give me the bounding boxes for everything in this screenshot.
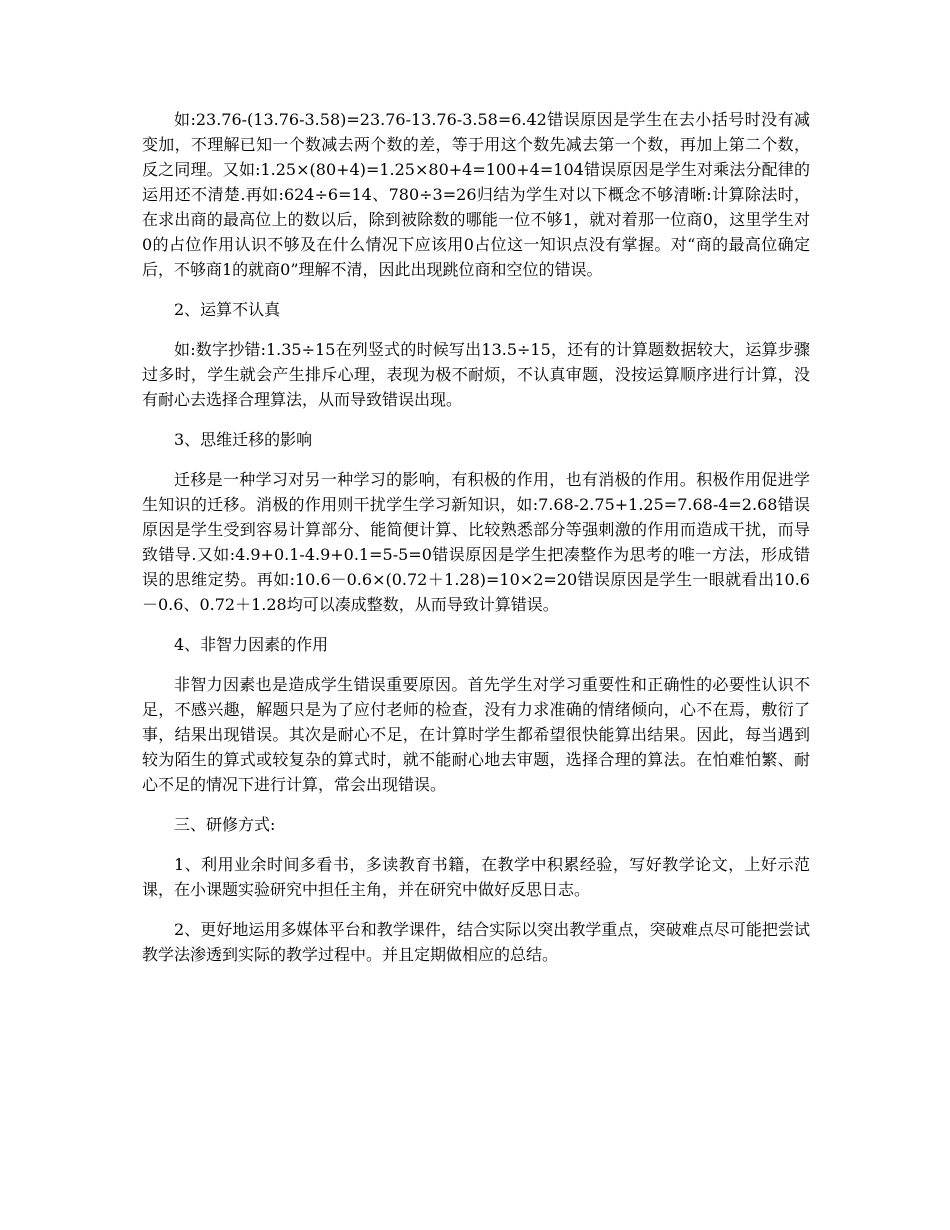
paragraph-non-intellectual-factors: 非智力因素也是造成学生错误重要原因。首先学生对学习重要性和正确性的必要性认识不足，不感兴趣，解题只是为了应付老师的检查，没有力求准确的情绪倾向，心不在焉，敷衍了事，结果出现错误。其次是耐心不足，在计算时学生都希望很快能算出结果。因此，每当遇到较为陌生的算式或较复杂的算式时，就不能耐心地去审题，选择合理的算法。在怕难怕繁、耐心不足的情况下进行计算，常会出现错误。 <box>142 675 810 794</box>
paragraph-study-method-2: 2、更好地运用多媒体平台和教学课件，结合实际以突出教学重点，突破难点尽可能把尝试教学法渗透到实际的教学过程中。并且定期做相应的总结。 <box>142 920 810 964</box>
section-heading-thinking-transfer: 3、思维迁移的影响 <box>174 430 313 449</box>
paragraph-study-method-1: 1、利用业余时间多看书，多读教育书籍，在教学中积累经验，写好教学论文，上好示范课，在小课题实验研究中担任主角，并在研究中做好反思日志。 <box>142 855 810 899</box>
section-heading-careless-calculation: 2、运算不认真 <box>174 300 281 319</box>
paragraph-thinking-transfer: 迁移是一种学习对另一种学习的影响，有积极的作用，也有消极的作用。积极作用促进学生知识的迁移。消极的作用则干扰学生学习新知识，如:7.68-2.75+1.25=7.68-4=2.68错误原因是学生受到容易计算部分、能简便计算、比较熟悉部分等强刺激的作用而造成干扰，而导致错导.又如:4.9+0.1-4.9+0.1=5-5=0错误原因是学生把凑整作为思考的唯一方法，形成错误的思维定势。再如:10.6－0.6×(0.72＋1.28)=10×2=20错误原因是学生一眼就看出10.6－0.6、0.72＋1.28均可以凑成整数，从而导致计算错误。 <box>142 470 810 614</box>
document-body <box>142 107 810 982</box>
paragraph-careless-calculation: 如:数字抄错:1.35÷15在列竖式的时候写出13.5÷15，还有的计算题数据较大，运算步骤过多时，学生就会产生排斥心理，表现为极不耐烦，不认真审题，没按运算顺序进行计算，没有耐心去选择合理算法，从而导致错误出现。 <box>142 340 810 409</box>
section-heading-non-intellectual-factors: 4、非智力因素的作用 <box>174 635 329 654</box>
paragraph-error-subtraction-bracket: 如:23.76-(13.76-3.58)=23.76-13.76-3.58=6.42错误原因是学生在去小括号时没有减变加，不理解已知一个数减去两个数的差，等于用这个数先减去第一个数，再加上第二个数，反之同理。又如:1.25×(80+4)=1.25×80+4=100+4=104错误原因是学生对乘法分配律的运用还不清楚.再如:624÷6=14、780÷3=26归结为学生对以下概念不够清晰:计算除法时，在求出商的最高位上的数以后，除到被除数的哪能一位不够1，就对着那一位商0，这里学生对0的占位作用认识不够及在什么情况下应该用0占位这一知识点没有掌握。对“商的最高位确定后，不够商1的就商0”理解不清，因此出现跳位商和空位的错误。 <box>142 110 810 279</box>
section-heading-study-methods: 三、研修方式: <box>174 815 276 834</box>
